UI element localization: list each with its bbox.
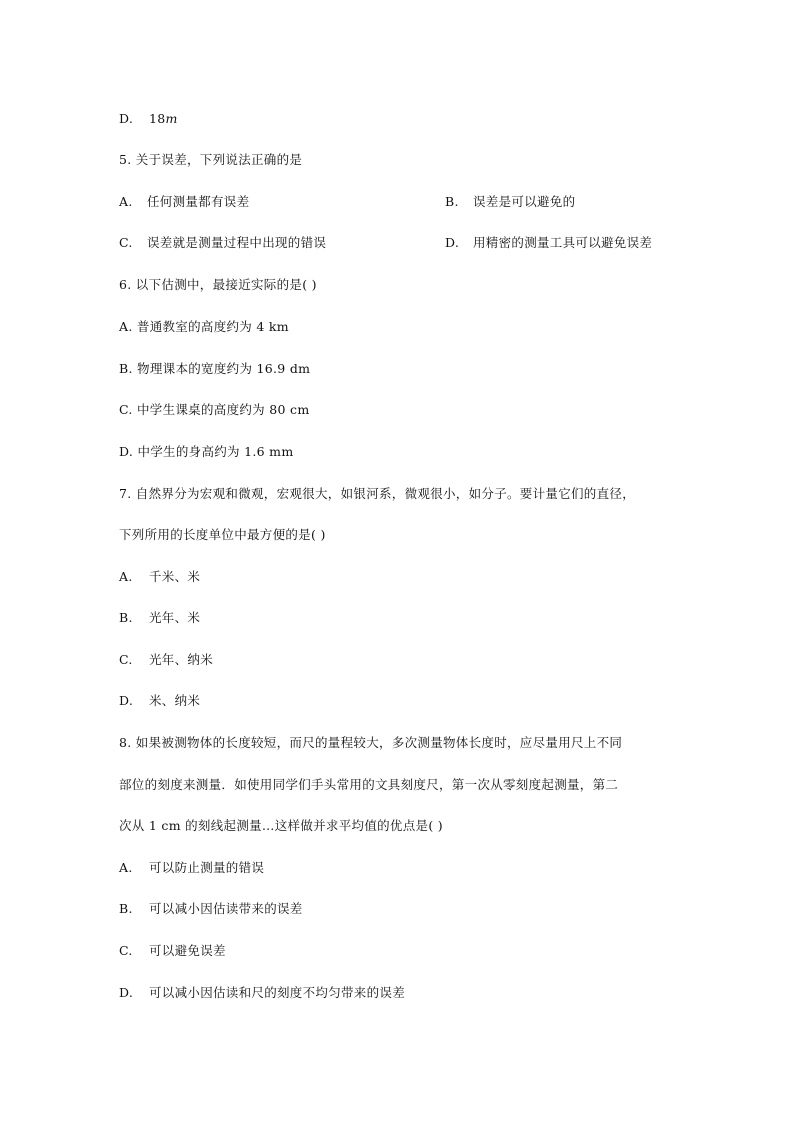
q8-stem-line-1: 8. 如果被测物体的长度较短，而尺的量程较大，多次测量物体长度时，应尽量用尺上不同 — [119, 735, 623, 750]
option-text: 可以减小因估读带来的误差 — [149, 901, 303, 916]
q6-option-a — [119, 319, 289, 335]
option-letter: C. — [119, 943, 133, 958]
q8-option-c — [119, 943, 226, 959]
option-text: 千米、米 — [149, 569, 201, 584]
option-letter: C. — [119, 402, 133, 417]
q6-stem: 6. 以下估测中，最接近实际的是( ) — [119, 277, 317, 292]
option-letter: A. — [119, 194, 133, 209]
option-letter: B. — [119, 610, 133, 625]
q7-stem-line-2: 下列所用的长度单位中最方便的是( ) — [119, 527, 326, 542]
q6-option-b — [119, 361, 310, 377]
option-text: 任何测量都有误差 — [147, 194, 250, 209]
q8-option-a — [119, 860, 264, 876]
option-letter: C. — [119, 235, 133, 250]
option-text: 可以避免误差 — [149, 943, 226, 958]
option-letter: D. — [119, 693, 134, 708]
option-text: 中学生课桌的高度约为 80 cm — [136, 402, 310, 417]
option-text: 误差就是测量过程中出现的错误 — [147, 235, 327, 250]
option-letter: D. — [119, 444, 134, 459]
option-letter: A. — [119, 569, 133, 584]
option-value: 18 — [149, 111, 166, 126]
q5-option-b — [445, 194, 575, 210]
option-unit: m — [165, 111, 178, 126]
option-text: 可以减小因估读和尺的刻度不均匀带来的误差 — [149, 985, 406, 1000]
q5-option-d — [445, 235, 652, 251]
option-letter: D. — [119, 111, 134, 126]
option-text: 光年、纳米 — [149, 652, 214, 667]
option-letter: D. — [119, 985, 134, 1000]
option-letter: B. — [445, 194, 459, 209]
option-letter: B. — [119, 361, 133, 376]
q7-option-b — [119, 610, 200, 626]
option-text: 误差是可以避免的 — [473, 194, 576, 209]
option-letter: B. — [119, 901, 133, 916]
option-text: 米、纳米 — [149, 693, 201, 708]
q5-stem: 5. 关于误差，下列说法正确的是 — [119, 152, 303, 167]
q8-option-d — [119, 985, 405, 1001]
q8-stem-line-3: 次从 1 cm 的刻线起测量…这样做并求平均值的优点是( ) — [119, 818, 443, 833]
option-text: 物理课本的宽度约为 16.9 dm — [137, 361, 311, 376]
option-letter: D. — [445, 235, 460, 250]
q6-option-d — [119, 444, 293, 460]
q7-stem-line-1: 7. 自然界分为宏观和微观，宏观很大，如银河系，微观很小，如分子。要计量它们的直径， — [119, 486, 636, 501]
q8-stem-line-2: 部位的刻度来测量．如使用同学们手头常用的文具刻度尺，第一次从零刻度起测量，第二 — [119, 777, 619, 792]
q7-option-c — [119, 652, 213, 668]
q5-option-c — [119, 235, 326, 251]
option-text: 用精密的测量工具可以避免误差 — [473, 235, 653, 250]
q6-option-c — [119, 402, 310, 418]
option-letter: A. — [119, 319, 133, 334]
option-text: 可以防止测量的错误 — [149, 860, 265, 875]
q8-option-b — [119, 901, 303, 917]
option-text: 光年、米 — [149, 610, 201, 625]
option-letter: A. — [119, 860, 133, 875]
q7-option-d — [119, 693, 200, 709]
prev-option-d — [119, 111, 178, 127]
q7-option-a — [119, 569, 200, 585]
option-text: 中学生的身高约为 1.6 mm — [137, 444, 294, 459]
q5-option-a — [119, 194, 249, 210]
option-letter: C. — [119, 652, 133, 667]
option-text: 普通教室的高度约为 4 km — [136, 319, 289, 334]
